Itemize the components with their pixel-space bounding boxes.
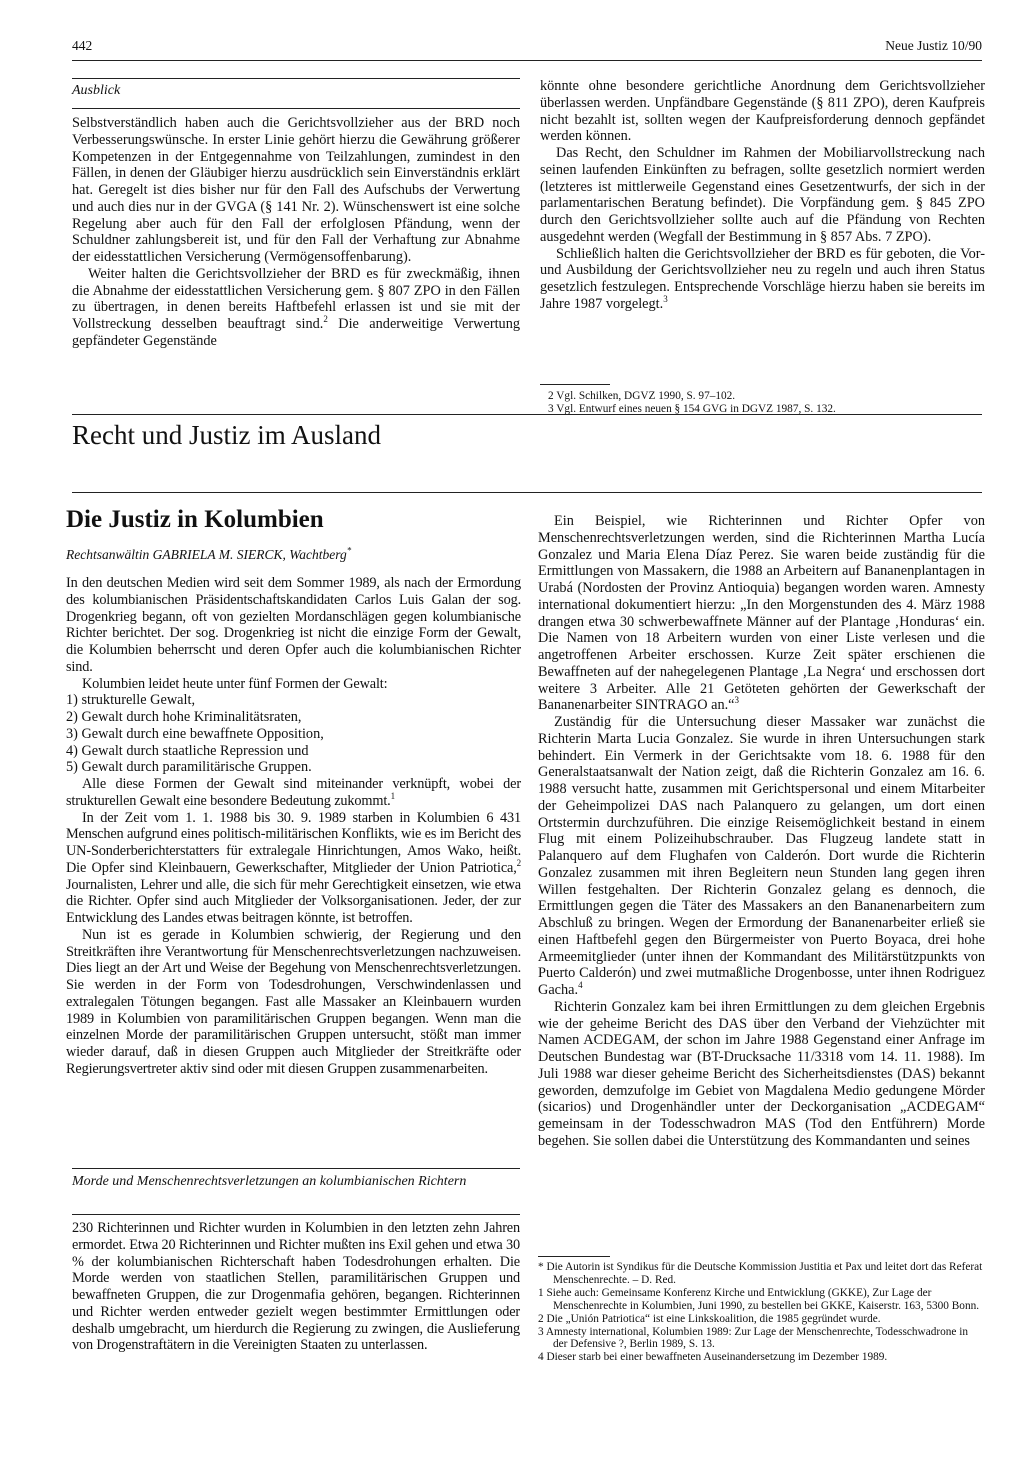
deaths-text-a: In der Zeit vom 1. 1. 1988 bis 30. 9. 1989 starben in Kolumbien 6 431 Menschen aufgrund eines politisch-militärischen Konflikts, wie es im Bericht des UN-Sonderberichterstatters für extralegale Hinrichtungen, Amos Wako, heißt. Die Opfer sind Kleinbauern, Gewerkschafter, Mitglieder der Union Patriotica, bbox=[66, 809, 521, 876]
investigation-text: Zuständig für die Untersuchung dieser Massaker war zunächst die Richterin Marta Lucia Gonzalez. Sie wurde in ihren Untersuchungen stark behindert. Ein Vermerk in der Gerichtsakte vom 18. 6. 1988 für den Generalstaatsanwalt der Nation zeigt, daß die Richterin Gonzalez am 16. 6. 1988 versucht hatte, zusammen mit Gerichtspersonal und einem Mitarbeiter der Geheimpolizei DAS nach Palanquero zu gelangen, um dort einen Ortstermin durchzuführen. Die einzige Reisemöglichkeit bestand in einem Flug mit einem Polizeihubschrauber. Das Flugzeug landete statt in Palanquero auf dem Flughafen von Calderón. Dort wurde die Richterin Gonzalez zusammen mit ihren Begleitern neun Stunden lang gegen ihren Willen festgehalten. Der Richterin Gonzalez gelang es dennoch, die Ermittlungen gegen die Täter des Massakers an den Bananenarbeitern zum Abschluß zu bringen. Wegen der Ermordung der Bananenarbeiter erließ sie einen Haftbefehl gegen den Bürgermeister von Puerto Boyaca, drei hohe Armeemitglieder (unter ihnen der Kommandant des Militärstützpunkts von Puerto Calderón) und zwei mutmaßliche Drogenbosse, unter ihnen Rodriguez Gacha. bbox=[538, 714, 985, 998]
linked-violence-text: Alle diese Formen der Gewalt sind miteinander verknüpft, wobei der strukturellen Gewalt eine besondere Bedeutung zukommt. bbox=[66, 776, 521, 809]
example-paragraph bbox=[538, 513, 985, 714]
section-rule-bottom bbox=[72, 492, 982, 493]
violence-list bbox=[66, 692, 521, 776]
continuation-paragraph-3 bbox=[540, 246, 985, 313]
footnote-4: 4 Dieser starb bei einer bewaffneten Auseinandersetzung im Dezember 1989. bbox=[538, 1351, 888, 1364]
footnote-2b: 2 Die „Unión Patriotica“ ist eine Linkskoalition, die 1985 gegründet wurde. bbox=[538, 1312, 881, 1325]
ausblick-heading: Ausblick bbox=[72, 83, 121, 98]
footnote-ref-2: 2 bbox=[323, 314, 328, 325]
author-note-ref: * bbox=[346, 545, 352, 556]
ausblick-paragraph-2-text: Weiter halten die Gerichtsvollzieher der BRD es für zweckmäßig, ihnen die Abnahme der eidesstattlichen Versicherung gem. § 807 ZPO in den Fällen zu übertragen, in denen bereits Haftbefehl erlassen ist und sie mit der Vollstreckung desselben beauftragt sind. bbox=[72, 265, 520, 332]
ausblick-paragraph-2-tail: Die anderweitige Verwertung gepfändeter Gegenstände bbox=[72, 316, 520, 349]
article-footnotes bbox=[538, 1261, 983, 1364]
list-item: 1) strukturelle Gewalt, bbox=[66, 692, 196, 709]
section-title: Recht und Justiz im Ausland bbox=[72, 420, 381, 450]
footnote-separator bbox=[540, 384, 610, 385]
byline bbox=[66, 546, 521, 563]
footnote-ref-2b: 2 bbox=[516, 857, 521, 868]
continuation-column bbox=[540, 78, 985, 313]
example-text: Ein Beispiel, wie Richterinnen und Richter Opfer von Menschenrechtsverletzungen werden, sind die Richterinnen Martha Lucía Gonzalez und Maria Elena Díaz Perez. Sie waren beide zuständig für die Ermittlungen von Massakern, die 1988 an Arbeitern auf Bananenplantagen in Urabá (Nordosten der Provinz Antioquia) begangen worden waren. Amnesty international dokumentiert hierzu: „In den Morgenstunden des 4. März 1988 drangen etwa 30 schwerbewaffnete Männer auf der Plantage ‚Honduras‘ ein. Die Namen von 18 Arbeitern wurden von einer Liste verlesen und die angetroffenen Arbeiter erschossen. Kurze Zeit später erschienen die Bewaffneten auf der nahegelegenen Plantage ‚La Negra‘ und erschossen dort weitere 3 Arbeiter. Alle 21 Getöteten gehörten der Gewerkschaft der Bananenarbeiter SINTRAGO an.“ bbox=[538, 513, 985, 714]
investigation-paragraph bbox=[538, 714, 985, 999]
byline-wrap bbox=[66, 546, 521, 563]
judges-section bbox=[72, 1220, 520, 1354]
deaths-text-b: Journalisten, Lehrer und alle, die sich für mehr Gerechtigkeit einsetzen, wie etwa die Richter. Opfer sind auch Mitglieder der Volksorganisationen. Jeder, der zur Entwicklung des Landes etwas beitragen könnte, ist betroffen. bbox=[66, 876, 521, 926]
article-footnote-separator bbox=[538, 1256, 610, 1257]
continuation-paragraph-1: könnte ohne besondere gerichtliche Anordnung dem Gerichtsvollzieher überlassen werden. Unpfändbare Gegenstände (§ 811 ZPO), deren Kaufpreis nicht bezahlt ist, sollten wegen der Kaufpreisforderung dennoch gepfändet werden können. bbox=[540, 78, 985, 145]
list-item: 4) Gewalt durch staatliche Repression und bbox=[66, 742, 309, 759]
footnote-ref-3b: 3 bbox=[734, 695, 740, 706]
header-rule bbox=[72, 60, 982, 61]
judges-subheading: Morde und Menschenrechtsverletzungen an kolumbianischen Richtern bbox=[72, 1174, 467, 1189]
judges-subheading-wrap bbox=[72, 1173, 520, 1190]
article-right-column bbox=[538, 513, 985, 1150]
intro-paragraph: In den deutschen Medien wird seit dem Sommer 1989, als nach der Ermordung des kolumbianischen Präsidentschaftskandidaten Carlos Luis Galan der sog. Drogenkrieg begann, oft von gezielten Mordanschlägen gegen kolumbianische Richter berichtet. Der sog. Drogenkrieg ist nicht die einzige Form der Gewalt, die Kolumbien beherrscht und deren Opfer auch die kolumbianischen Richter sind. bbox=[66, 575, 521, 675]
list-item: 2) Gewalt durch hohe Kriminalitätsraten, bbox=[66, 709, 302, 725]
footnote-ref-3: 3 bbox=[663, 293, 668, 304]
continuation-paragraph-3-text: Schließlich halten die Gerichtsvollzieher der BRD es für geboten, die Vor- und Ausbildung der Gerichtsvollzieher neu zu regeln und auch ihren Status gesetzlich festzulegen. Entsprechende Vorschläge hierzu haben sie bereits im Jahre 1987 vorgelegt. bbox=[540, 245, 985, 312]
continuation-paragraph-2: Das Recht, den Schuldner im Rahmen der Mobiliarvollstreckung nach seinen laufenden Einkünften zu befragen, sollte gesetzlich normiert werden (letzteres ist mittlerweile Gegenstand eines Gesetzentwurfs, der sich in der parlamentarischen Beratung befindet). Die Vorpfändung gem. § 845 ZPO durch den Gerichtsvollzieher sollte auch auf die Pfändung von Rechten ausgedehnt werden (Wegfall der Bestimmung in § 857 Abs. 7 ZPO). bbox=[540, 145, 985, 245]
subheading-rule-top bbox=[72, 78, 520, 79]
section-rule-top bbox=[72, 414, 982, 415]
journal-issue: Neue Justiz 10/90 bbox=[885, 38, 982, 53]
acdegam-paragraph: Richterin Gonzalez kam bei ihren Ermittlungen zu dem gleichen Ergebnis wie der geheime Bericht des DAS über den Verband der Viehzüchter mit Namen ACDEGAM, der schon im Jahre 1988 Gegenstand einer Anfrage im Deutschen Bundestag war (BT-Drucksache 11/3318 vom 14. 11. 1988). Im Juli 1988 war dieser geheime Bericht des Sicherheitsdienstes (DAS) bekannt geworden, demzufolge im Gebiet von Magdalena Medio gedungene Mörder (sicarios) und Drogenhändler unter der Deckorganisation „ACDEGAM“ gemeinsam in der Todesschwadron MAS (Tod den Entführern) Morde begehen. Sie sollen dabei die Unterstützung des Kommandanten und seines bbox=[538, 998, 985, 1149]
subheading-rule-bottom bbox=[72, 108, 520, 109]
article-title: Die Justiz in Kolumbien bbox=[66, 506, 324, 533]
linked-violence-paragraph bbox=[66, 776, 521, 810]
top-footnotes bbox=[548, 390, 983, 416]
judges-subheading-rule-bottom bbox=[72, 1214, 520, 1215]
state-responsibility-paragraph: Nun ist es gerade in Kolumbien schwierig, der Regierung und den Streitkräften ihre Verantwortung für Menschenrechtsverletzungen nachzuweisen. Dies liegt an der Art und Weise der Begehung von Menschenrechtsverletzungen. Sie werden in der Form von Todesdrohungen, Verschwindenlassen und extralegalen Tötungen begangen. Fast alle Massaker an Kleinbauern wurden 1989 in Kolumbien von paramilitärischen Gruppen begangen. Wenn man die einzelnen Morde der paramilitärischen Gruppen untersucht, stößt man immer wieder darauf, daß in diesen Gruppen auch Mitglieder der Streitkräfte oder Regierungsvertreter aktiv sind oder mit diesen Gruppen zusammenarbeiten. bbox=[66, 926, 521, 1077]
ausblick-paragraph-1: Selbstverständlich haben auch die Gerichtsvollzieher aus der BRD noch Verbesserungswünsche. In erster Linie gehört hierzu die Gewährung größerer Kompetenzen in der Entgegennahme von Teilzahlungen, zumindest in den Fällen, in denen der Gläubiger hierzu ausdrücklich sein Einverständnis erklärt hat. Geregelt ist dies bisher nur für den Fall des Aufschubs der Verwertung und auch dies nur in der GVGA (§ 141 Nr. 2). Wünschenswert ist eine solche Regelung aber auch für den Fall der erfolglosen Pfändung, wenn der Schuldner zahlungsbereit ist, und für den Fall der Verhaftung zur Abnahme der eidesstattlichen Versicherung (Vermögensoffenbarung). bbox=[72, 115, 520, 265]
footnote-3b: 3 Amnesty international, Kolumbien 1989: Zur Lage der Menschenrechte, Todesschwadrone in der Defensive ?, Berlin 1989, S. 13. bbox=[538, 1325, 969, 1351]
judges-paragraph: 230 Richterinnen und Richter wurden in Kolumbien in den letzten zehn Jahren ermordet. Etwa 20 Richterinnen und Richter mußten ins Exil gehen und etwa 30 % der kolumbianischen Richterschaft haben Todesdrohungen erhalten. Die Morde werden von staatlichen Stellen, paramilitärischen Gruppen und bewaffneten Gruppen, die zur Drogenmafia gehören, begangen. Richterinnen und Richter werden entweder gezielt wegen bestimmter Ermittlungen oder deshalb umgebracht, um hierdurch die Regierung zu zwingen, die Auslieferung von Drogenstraftätern in die Vereinigten Staaten zu unterlassen. bbox=[72, 1220, 520, 1354]
footnote-ref-1: 1 bbox=[390, 790, 395, 801]
list-item: 3) Gewalt durch eine bewaffnete Opposition, bbox=[66, 725, 324, 742]
footnote-3: 3 Vgl. Entwurf eines neuen § 154 GVG in DGVZ 1987, S. 132. bbox=[548, 402, 836, 415]
footnote-2: 2 Vgl. Schilken, DGVZ 1990, S. 97–102. bbox=[548, 390, 736, 402]
judges-subheading-rule-top bbox=[72, 1168, 520, 1169]
byline-text: Rechtsanwältin GABRIELA M. SIERCK, Wachtberg bbox=[66, 547, 347, 562]
article-left-column bbox=[66, 504, 521, 1078]
footnote-ref-4: 4 bbox=[578, 980, 583, 991]
ausblick-column bbox=[72, 115, 520, 350]
deaths-paragraph bbox=[66, 810, 521, 927]
footnote-author: * Die Autorin ist Syndikus für die Deutsche Kommission Justitia et Pax und leitet dort das Referat Menschenrechte. – D. Red. bbox=[538, 1261, 983, 1286]
list-intro: Kolumbien leidet heute unter fünf Formen der Gewalt: bbox=[82, 675, 388, 692]
page-number: 442 bbox=[72, 38, 93, 53]
list-item: 5) Gewalt durch paramilitärische Gruppen. bbox=[66, 759, 312, 776]
ausblick-heading-wrap bbox=[72, 82, 520, 99]
footnote-1: 1 Siehe auch: Gemeinsame Konferenz Kirche und Entwicklung (GKKE), Zur Lage der Menschenrechte in Kolumbien, Juni 1990, zu bestellen bei GKKE, Kaiserstr. 163, 5300 Bonn. bbox=[538, 1286, 980, 1312]
ausblick-paragraph-2 bbox=[72, 266, 520, 350]
